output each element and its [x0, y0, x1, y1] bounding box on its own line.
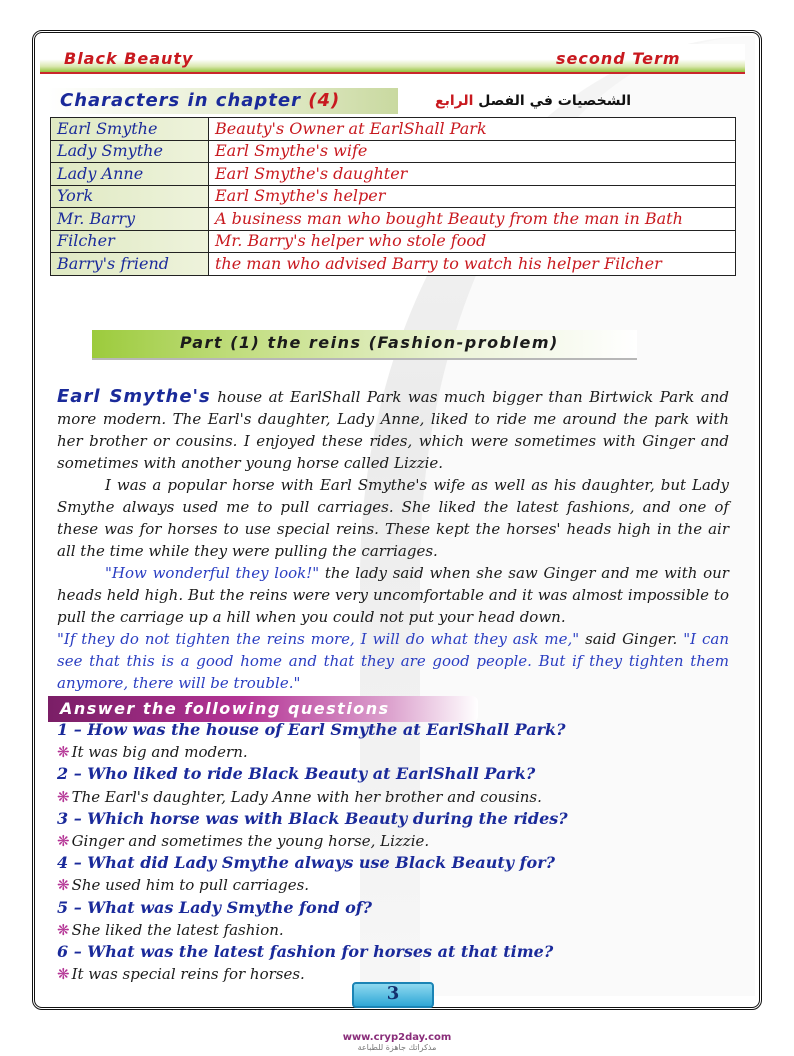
- flower-icon: ❋: [57, 920, 70, 939]
- answer-text: Ginger and sometimes the young horse, Lizzie.: [71, 832, 430, 851]
- passage-paragraph: [57, 628, 729, 694]
- question: 1 – How was the house of Earl Smythe at EarlShall Park?: [57, 720, 566, 739]
- passage-paragraph: [57, 562, 729, 628]
- question: 5 – What was Lady Smythe fond of?: [57, 897, 373, 917]
- table-row: [51, 185, 736, 208]
- answer: [57, 919, 737, 941]
- character-name: Filcher: [51, 230, 209, 253]
- reading-passage: [57, 386, 729, 694]
- flower-icon: ❋: [57, 965, 70, 984]
- arabic-characters-title: [435, 93, 631, 109]
- character-description: Earl Smythe's wife: [209, 140, 736, 163]
- table-row: [51, 230, 736, 253]
- character-description: Beauty's Owner at EarlShall Park: [209, 118, 736, 141]
- characters-title-text: Characters in chapter: [60, 90, 301, 111]
- passage-quote: "I can see that this is a good home and that they are good people. But if they tighten them anymore, there will be trouble.": [57, 630, 729, 692]
- header-term: second Term: [556, 49, 681, 68]
- header-book-title: Black Beauty: [64, 49, 194, 68]
- character-description: Earl Smythe's helper: [209, 185, 736, 208]
- question: 3 – Which horse was with Black Beauty during the rides?: [57, 808, 568, 828]
- questions-list: [57, 719, 737, 985]
- answer: [57, 874, 737, 896]
- answer-title: Answer the following questions: [60, 699, 390, 718]
- question: 6 – What was the latest fashion for horses at that time?: [57, 942, 554, 962]
- footer-url: www.cryp2day.com: [342, 1032, 452, 1043]
- answer: [57, 830, 737, 852]
- page-number: 3: [386, 983, 400, 1004]
- passage-quote: "If they do not tighten the reins more, I will do what they ask me,": [57, 630, 580, 648]
- character-description: Earl Smythe's daughter: [209, 163, 736, 186]
- character-description: Mr. Barry's helper who stole food: [209, 230, 736, 253]
- character-name: Lady Anne: [51, 163, 209, 186]
- arabic-title-black: الشخصيات في الفصل: [478, 93, 631, 109]
- passage-text: said Ginger.: [579, 630, 684, 648]
- table-row: [51, 253, 736, 276]
- flower-icon: ❋: [57, 876, 70, 895]
- passage-paragraph: [57, 386, 729, 474]
- question: 4 – What did Lady Smythe always use Black Beauty for?: [57, 853, 555, 873]
- table-row: [51, 163, 736, 186]
- passage-lead: Earl Smythe's: [57, 386, 211, 407]
- answer-text: It was special reins for horses.: [71, 965, 305, 984]
- answer-text: The Earl's daughter, Lady Anne with her brother and cousins.: [71, 787, 542, 806]
- character-name: Earl Smythe: [51, 118, 209, 141]
- answer: [57, 741, 737, 763]
- footer-arabic: مذكراتك جاهزة للطباعة: [357, 1043, 437, 1052]
- arabic-title-red: الرابع: [435, 93, 474, 109]
- character-name: York: [51, 185, 209, 208]
- passage-text: house at EarlShall Park was much bigger than Birtwick Park and more modern. The Earl's daughter, Lady Anne, liked to ride me around the park with her brother or cousins. I enjoyed these rides, which were sometimes with Ginger and sometimes with another young horse called Lizzie.: [57, 388, 730, 472]
- table-row: [51, 118, 736, 141]
- character-description: A business man who bought Beauty from the man in Bath: [209, 208, 736, 231]
- characters-table: [50, 117, 736, 276]
- characters-title: [60, 90, 340, 111]
- flower-icon: ❋: [57, 832, 70, 851]
- question: 2 – Who liked to ride Black Beauty at EarlShall Park?: [57, 764, 536, 784]
- passage-quote: "How wonderful they look!": [105, 564, 320, 582]
- answer: [57, 786, 737, 808]
- passage-paragraph: I was a popular horse with Earl Smythe's wife as well as his daughter, but Lady Smythe always used me to pull carriages. She liked the latest fashions, and one of these was for horses to use special reins. These kept the horses' heads high in the air all the time while they were pulling the carriages.: [57, 476, 729, 560]
- character-name: Barry's friend: [51, 253, 209, 276]
- flower-icon: ❋: [57, 743, 70, 762]
- character-name: Mr. Barry: [51, 208, 209, 231]
- character-name: Lady Smythe: [51, 140, 209, 163]
- answer-text: It was big and modern.: [71, 743, 248, 762]
- table-row: [51, 208, 736, 231]
- character-description: the man who advised Barry to watch his helper Filcher: [209, 253, 736, 276]
- answer-text: She used him to pull carriages.: [71, 876, 310, 895]
- part-title: Part (1) the reins (Fashion-problem): [180, 333, 559, 352]
- chapter-number: (4): [308, 90, 341, 111]
- answer-text: She liked the latest fashion.: [71, 920, 284, 939]
- passage-text: the lady said when she saw Ginger and me with our heads held high. But the reins were very uncomfortable and it was almost impossible to pull the carriage up a hill when you could not put your head down.: [57, 564, 729, 626]
- table-row: [51, 140, 736, 163]
- flower-icon: ❋: [57, 787, 70, 806]
